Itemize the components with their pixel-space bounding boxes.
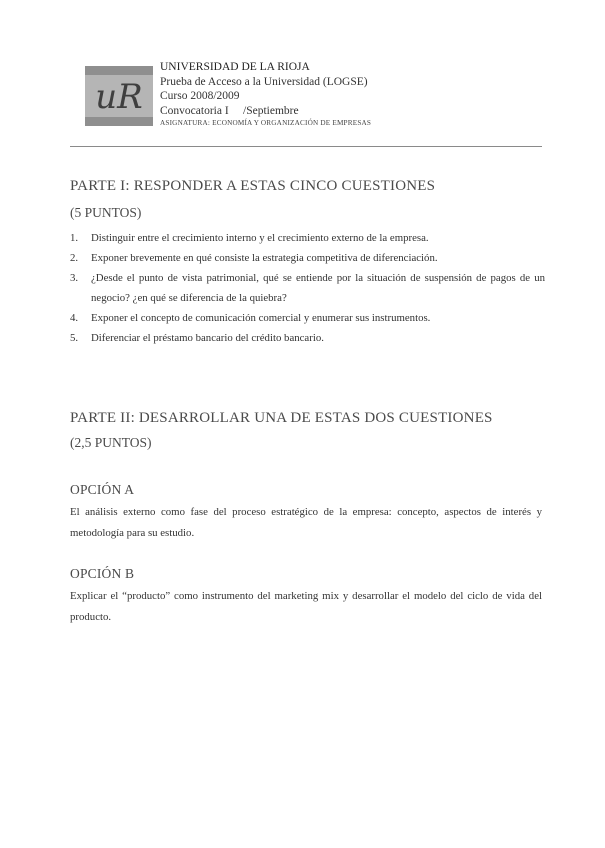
part1-title: PARTE I: RESPONDER A ESTAS CINCO CUESTIONES xyxy=(70,178,436,194)
option-a-text: El análisis externo como fase del proceso estratégico de la empresa: concepto, aspectos de interés y metodología para su estudio. xyxy=(70,506,542,539)
exam-name: Prueba de Acceso a la Universidad (LOGSE) xyxy=(160,75,368,88)
question-text: Exponer brevemente en qué consiste la estrategia competitiva de diferenciación. xyxy=(91,252,438,264)
question-text: Diferenciar el préstamo bancario del crédito bancario. xyxy=(91,332,324,344)
question-list xyxy=(70,228,545,348)
exam-call: Convocatoria I /Septiembre xyxy=(160,104,299,117)
university-logo xyxy=(85,66,153,126)
question-number: 5. xyxy=(70,332,79,344)
option-b-title: OPCIÓN B xyxy=(70,566,135,581)
logo-lettering: uR xyxy=(95,77,143,117)
subject-line: ASIGNATURA: ECONOMÍA Y ORGANIZACIÓN DE EMPRESAS xyxy=(160,119,372,127)
list-item xyxy=(70,268,545,308)
list-item xyxy=(70,328,545,348)
part2-title: PARTE II: DESARROLLAR UNA DE ESTAS DOS CUESTIONES xyxy=(70,410,493,426)
header-divider xyxy=(70,146,542,147)
question-number: 3. xyxy=(70,272,79,284)
course-year: Curso 2008/2009 xyxy=(160,90,240,102)
question-number: 1. xyxy=(70,232,79,244)
list-item xyxy=(70,308,545,328)
list-item xyxy=(70,228,545,248)
option-a-title: OPCIÓN A xyxy=(70,482,135,497)
question-number: 4. xyxy=(70,312,79,324)
question-number: 2. xyxy=(70,252,79,264)
part2-points: (2,5 PUNTOS) xyxy=(70,435,152,450)
option-b-text: Explicar el “producto” como instrumento del marketing mix y desarrollar el modelo del ciclo de vida del producto. xyxy=(70,590,542,623)
question-text: ¿Desde el punto de vista patrimonial, qué se entiende por la situación de suspensión de pagos de un negocio? ¿en qué se diferencia de la quiebra? xyxy=(91,272,545,304)
question-text: Exponer el concepto de comunicación comercial y enumerar sus instrumentos. xyxy=(91,312,431,324)
question-text: Distinguir entre el crecimiento interno y el crecimiento externo de la empresa. xyxy=(91,232,429,244)
list-item xyxy=(70,248,545,268)
exam-header xyxy=(160,60,371,127)
university-name: UNIVERSIDAD DE LA RIOJA xyxy=(160,61,310,73)
part1-points: (5 PUNTOS) xyxy=(70,205,142,220)
